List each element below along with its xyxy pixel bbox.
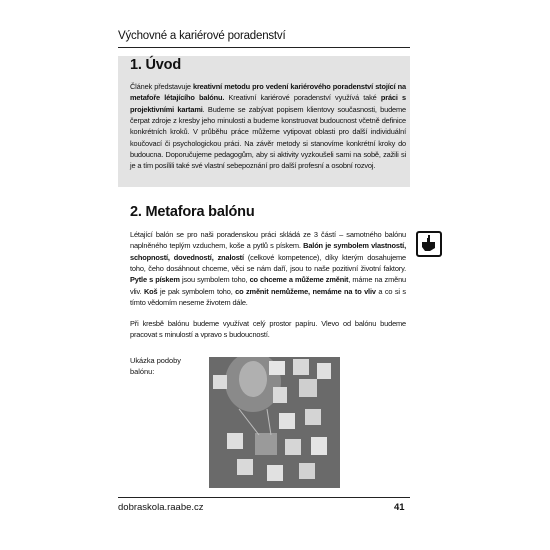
text-run: (celkové kompetence), díky kterým dosahujeme toho, čeho dosáhnout chceme, věci se nám daří, jsou to naše pozitivní životní faktory. xyxy=(130,252,406,274)
section-heading-intro: 1. Úvod xyxy=(130,57,181,73)
section-heading-metaphor: 2. Metafora balónu xyxy=(130,204,255,220)
footer-rule xyxy=(118,497,410,498)
balloon-drawing-photo xyxy=(209,357,340,488)
footer-site: dobraskola.raabe.cz xyxy=(118,502,204,513)
emphasis-text: co chceme a můžeme změnit xyxy=(249,275,349,285)
hand-pointing-icon xyxy=(416,231,442,257)
emphasis-text: Pytle s pískem xyxy=(130,275,180,285)
text-run: . Budeme se zabývat popisem klientovy současnosti, budeme čerpat zdroje z kresby jeho minulosti a budeme konstruovat budoucnost včetně definice konkrétních kroků. V průběhu práce můžeme vytipovat oblasti pro další individuální koučovací či psychologickou práci. Na závěr metody si stanovíme konkrétní kroky do budoucna. Doporučujeme pedagogům, aby si aktivity vyzkoušeli sami na sobě, zažili si je a tím posílili také své vlastní sebepoznání pro další profesní a osobní rozvoj. xyxy=(130,104,406,171)
metaphor-paragraph-2 xyxy=(130,318,406,341)
emphasis-text: co změnit nemůžeme, nemáme na to vliv xyxy=(235,286,376,296)
emphasis-text: práci s projektivními kartami xyxy=(130,93,406,114)
text-run: Při kresbě balónu budeme využívat celý prostor papíru. Vlevo od balónu budeme pracovat s minulostí a vpravo s budoucností. xyxy=(130,319,406,340)
text-run: Létající balón se pro naši poradenskou práci skládá ze 3 částí – samotného balónu naplněného teplým vzduchem, koše a pytlů s pískem. xyxy=(130,230,406,251)
emphasis-text: kreativní metodu pro vedení kariérového poradenství stojící na metafoře létajícího balónu. xyxy=(130,82,406,103)
running-header: Výchovné a kariérové poradenství xyxy=(118,30,286,42)
text-run: Článek představuje xyxy=(130,82,193,91)
intro-paragraph xyxy=(130,81,406,172)
figure-caption: Ukázka podoby balónu: xyxy=(130,356,181,376)
text-run: jsou symbolem toho, xyxy=(179,275,250,285)
text-run: a co si s tímto vědomím neseme životem dále. xyxy=(130,286,406,308)
text-run: , máme na změnu vliv. xyxy=(130,275,406,296)
text-run: Kreativní kariérové poradenství využívá také xyxy=(224,93,381,103)
header-rule xyxy=(118,47,410,48)
emphasis-text: Balón je symbolem vlastností, schopností, dovedností, znalostí xyxy=(130,241,406,262)
metaphor-paragraph-1 xyxy=(130,229,406,308)
emphasis-text: Koš xyxy=(143,286,158,296)
page-number: 41 xyxy=(394,502,405,513)
text-run: je pak symbolem toho, xyxy=(157,286,236,296)
